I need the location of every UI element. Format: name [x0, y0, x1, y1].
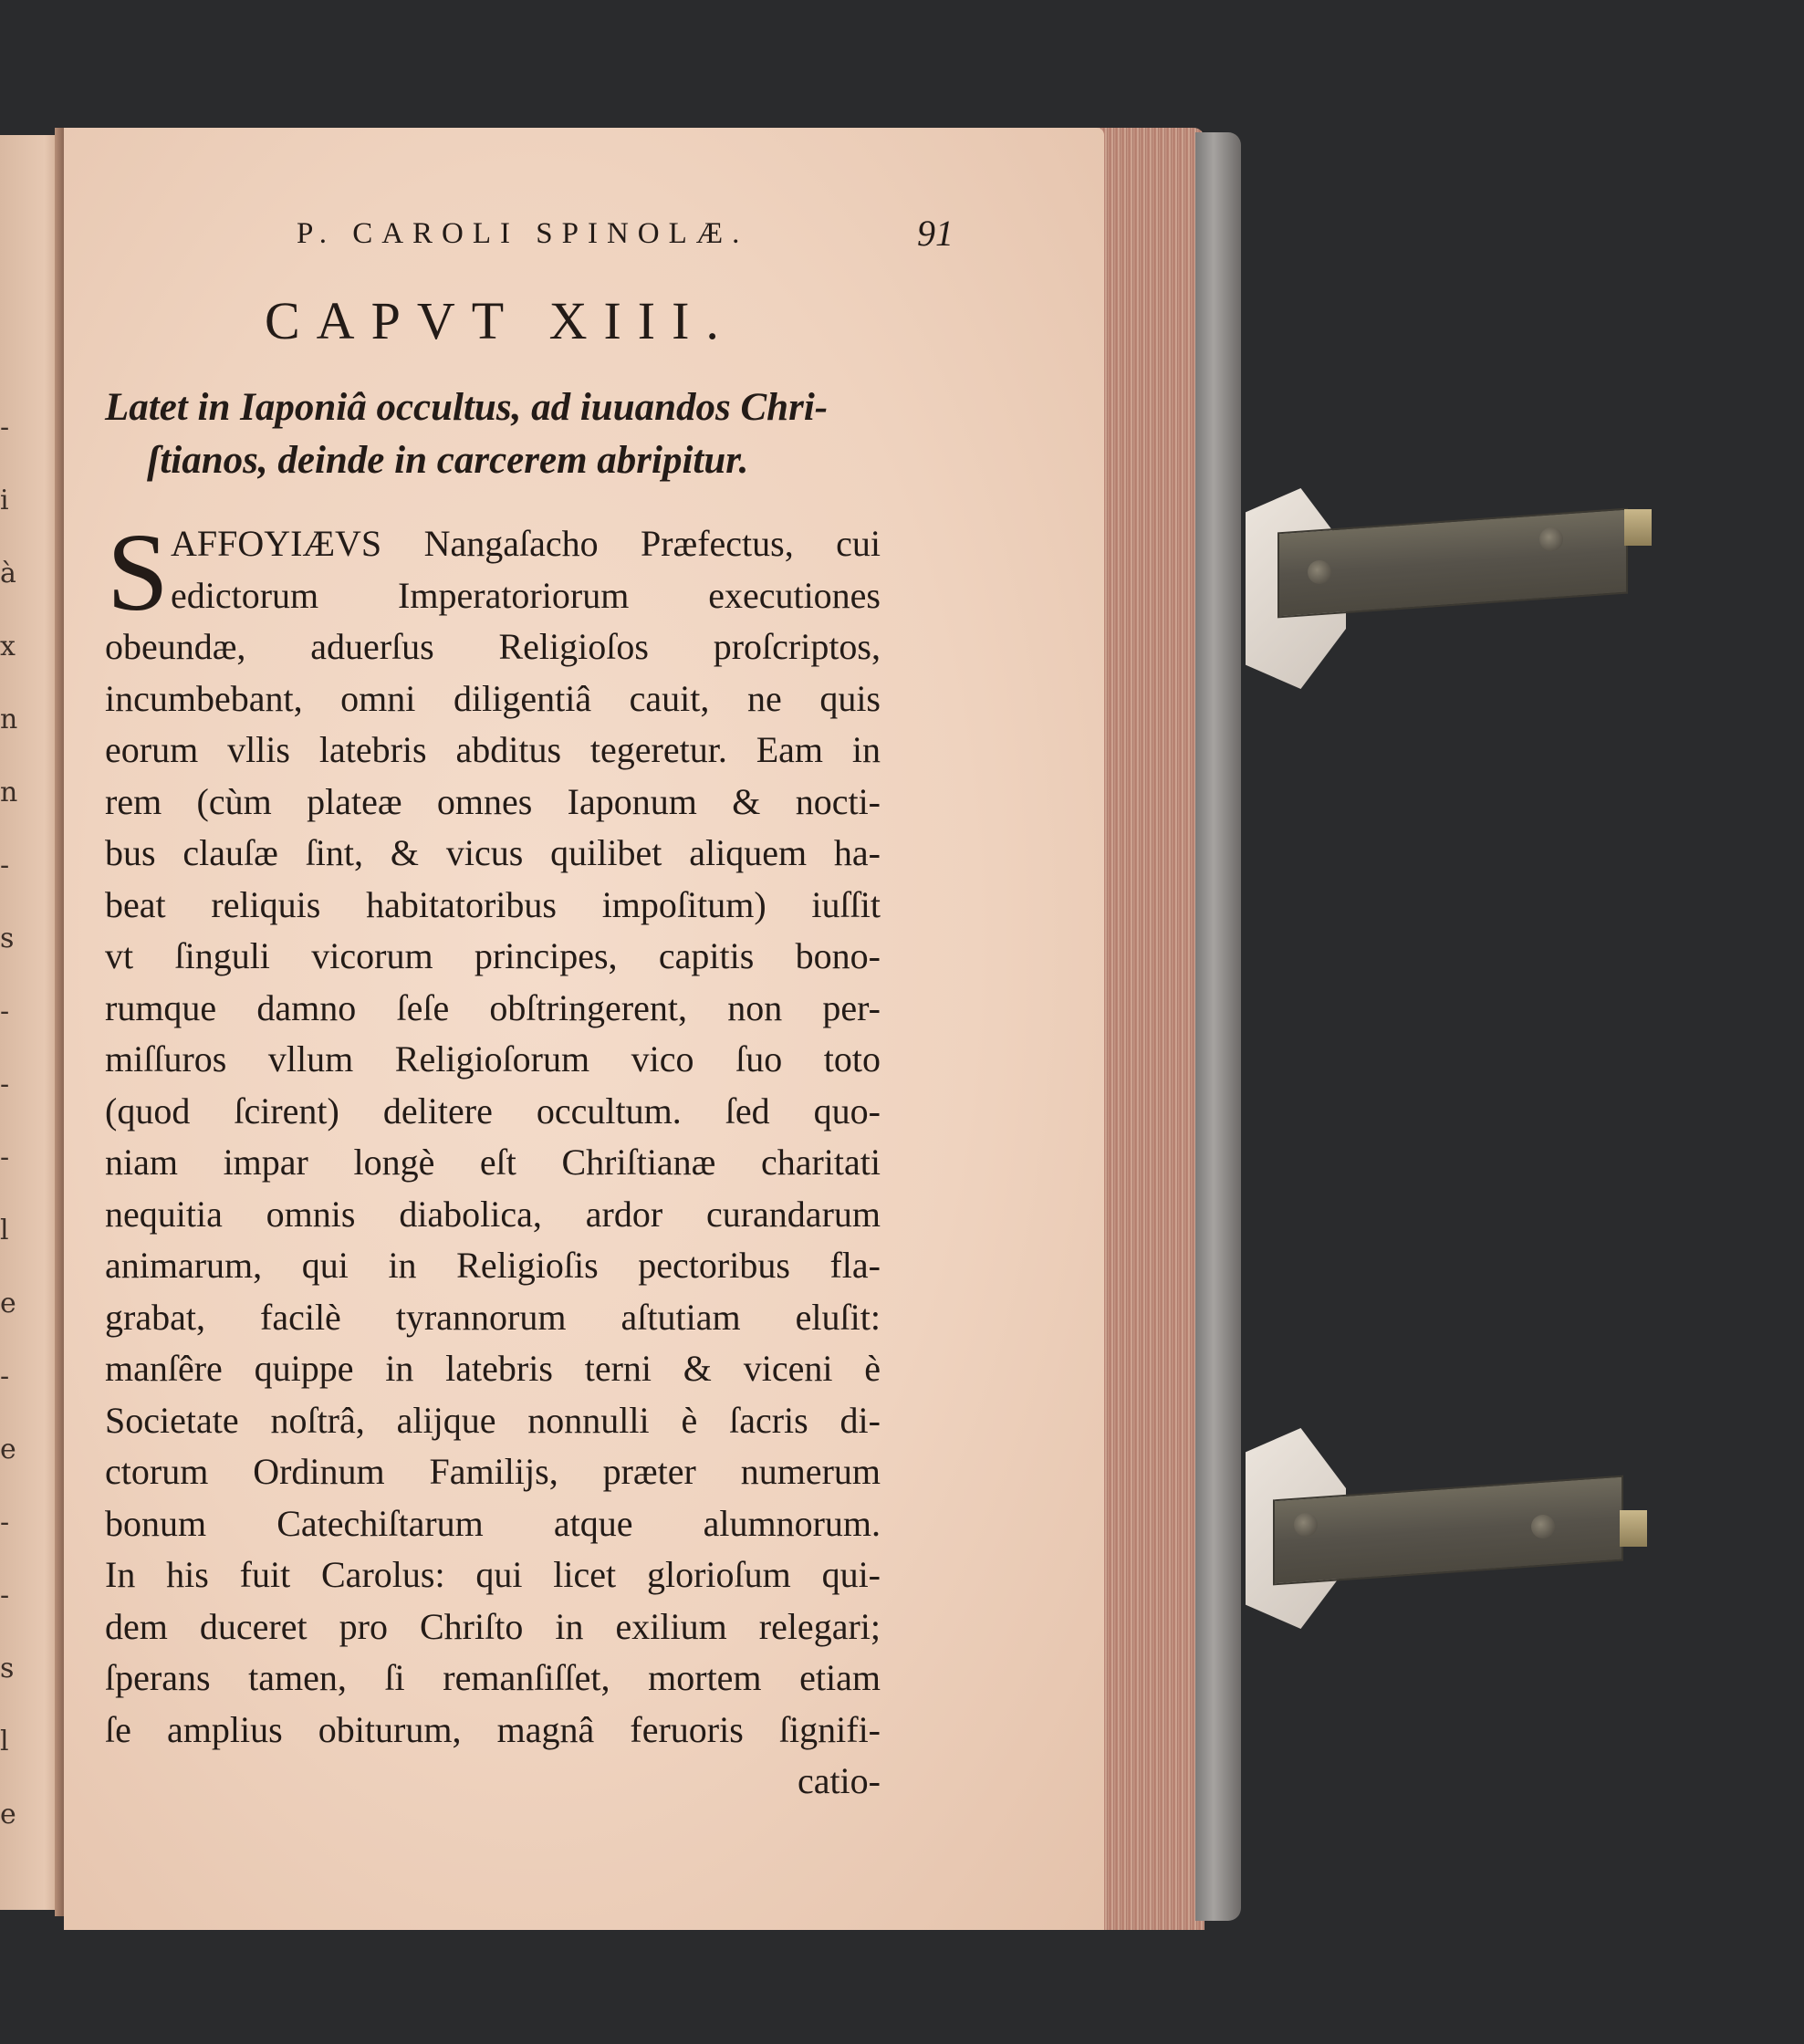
- facing-page-glyph: à: [0, 558, 16, 589]
- body-text: [105, 511, 881, 1808]
- upper-clasp-rivet-right: [1539, 527, 1563, 551]
- body-line: beat reliquis habitatoribus impoſitum) iuſſit: [105, 883, 881, 925]
- body-line: ctorum Ordinum Familijs, præter numerum: [105, 1451, 881, 1492]
- facing-page-glyph: -: [0, 1580, 10, 1611]
- upper-clasp-strap: [1277, 508, 1628, 619]
- body-line: (quod ſcirent) delitere occultum. ſed quo-: [105, 1090, 881, 1132]
- body-line: incumbebant, omni diligentiâ cauit, ne quis: [105, 677, 881, 719]
- body-line: animarum, qui in Religioſis pectoribus fla-: [105, 1245, 881, 1286]
- lower-clasp-rivet-right: [1531, 1515, 1555, 1538]
- body-line: grabat, facilè tyrannorum aſtutiam eluſit:: [105, 1296, 881, 1338]
- facing-page-glyph: -: [0, 1361, 10, 1392]
- summary-line: Latet in Iaponiâ occultus, ad iuuandos Chri-: [105, 386, 829, 429]
- running-head: [196, 213, 972, 272]
- facing-page-glyph: e: [0, 1434, 16, 1465]
- facing-page-glyph: e: [0, 1799, 16, 1830]
- lower-clasp-hook: [1620, 1510, 1647, 1547]
- facing-page-glyph: -: [0, 1507, 10, 1538]
- lower-clasp-rivet-left: [1294, 1513, 1318, 1537]
- body-line: niam impar longè eſt Chriſtianæ charitati: [105, 1142, 881, 1183]
- body-line: manſêre quippe in latebris terni & viceni è: [105, 1348, 881, 1389]
- body-line: ſe amplius obiturum, magnâ feruoris ſignifi-: [105, 1708, 881, 1750]
- summary-line: ſtianos, deinde in carcerem abripitur.: [147, 439, 749, 482]
- body-line: edictorum Imperatoriorum executiones: [171, 574, 881, 616]
- facing-page-glyph: x: [0, 631, 16, 662]
- body-line: ſperans tamen, ſi remanſiſſet, mortem etiam: [105, 1657, 881, 1698]
- body-line: In his fuit Carolus: qui licet glorioſum qui-: [105, 1554, 881, 1595]
- chapter-title: CAPVT XIII.: [265, 291, 735, 350]
- facing-page-glyph: l: [0, 1215, 9, 1246]
- body-line: bonum Catechiſtarum atque alumnorum.: [105, 1502, 881, 1544]
- facing-page-glyph: n: [0, 777, 18, 808]
- catchword: catio-: [797, 1760, 881, 1801]
- facing-page-text-fragments: [0, 409, 20, 1834]
- page-number: 91: [917, 213, 954, 254]
- body-line: nequitia omnis diabolica, ardor curandarum: [105, 1193, 881, 1235]
- body-line: obeundæ, aduerſus Religioſos proſcriptos,: [105, 626, 881, 667]
- facing-page-glyph: i: [0, 485, 9, 516]
- page-edge-stack: [1095, 128, 1204, 1930]
- facing-page-glyph: s: [0, 923, 15, 954]
- facing-page-glyph: s: [0, 1653, 15, 1684]
- upper-clasp-rivet-left: [1308, 560, 1331, 584]
- running-title: P. CAROLI SPINOLÆ.: [297, 217, 749, 250]
- body-line: vt ſinguli vicorum principes, capitis bono-: [105, 935, 881, 976]
- facing-page-glyph: -: [0, 1142, 10, 1173]
- facing-page-glyph: -: [0, 1069, 10, 1100]
- body-line: rem (cùm plateæ omnes Iaponum & nocti-: [105, 780, 881, 822]
- facing-page-glyph: -: [0, 850, 10, 881]
- facing-page-glyph: -: [0, 996, 10, 1027]
- facing-page-glyph: n: [0, 704, 18, 735]
- body-line: dem duceret pro Chriſto in exilium relegari;: [105, 1605, 881, 1647]
- facing-page-glyph: -: [0, 412, 10, 443]
- body-line: miſſuros vllum Religioſorum vico ſuo toto: [105, 1038, 881, 1079]
- facing-page-glyph: l: [0, 1726, 9, 1757]
- body-line: rumque damno ſeſe obſtringerent, non per-: [105, 986, 881, 1028]
- drop-cap: S: [107, 511, 169, 634]
- chapter-summary: [105, 381, 881, 487]
- facing-page-glyph: e: [0, 1288, 16, 1319]
- body-line: Societate noſtrâ, alijque nonnulli è ſacris di-: [105, 1399, 881, 1441]
- book-cover-edge: [1195, 132, 1241, 1921]
- upper-clasp-hook: [1624, 509, 1652, 546]
- body-line: bus clauſæ ſint, & vicus quilibet aliquem ha-: [105, 832, 881, 873]
- body-line: AFFOYIÆVS Nangaſacho Præfectus, cui: [171, 523, 881, 564]
- body-line: eorum vllis latebris abditus tegeretur. Eam in: [105, 729, 881, 770]
